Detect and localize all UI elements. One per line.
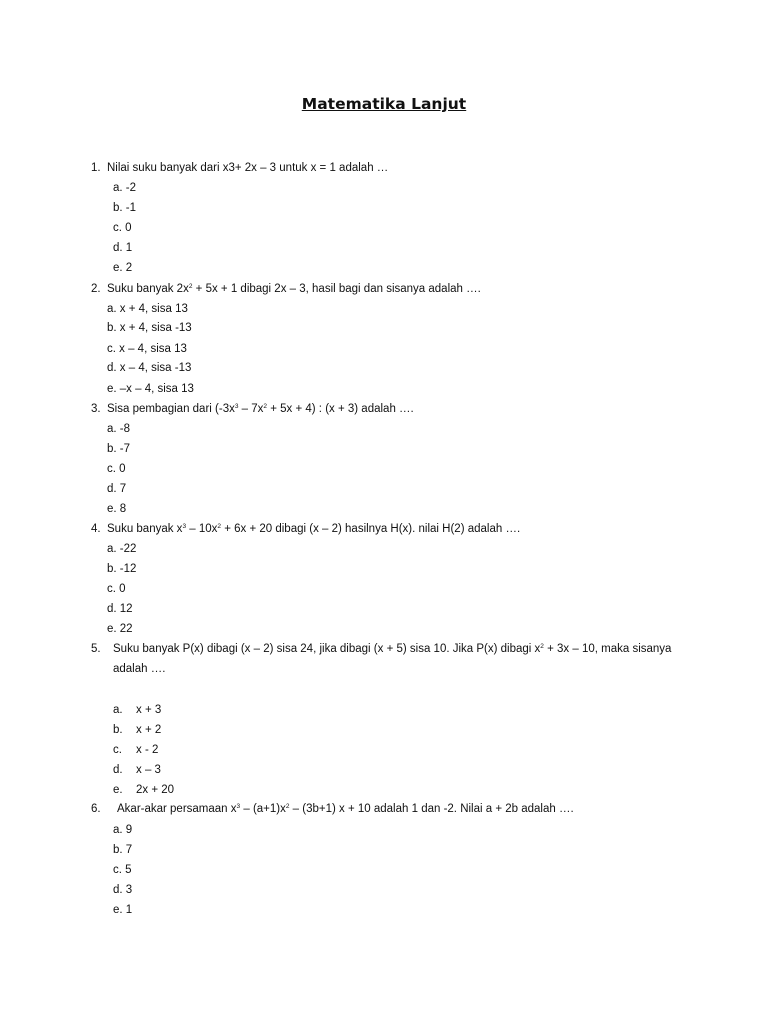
answer-option: c. 0 bbox=[113, 222, 132, 234]
question-text: Suku banyak P(x) dibagi (x – 2) sisa 24, jika dibagi (x + 5) sisa 10. Jika P(x) dibagi $x^2 + 3x - 10$, maka sisanya bbox=[113, 643, 672, 655]
question-text: Suku banyak $x^3 - 10x^2 + 6x + 20$ dibagi (x – 2) hasilnya H(x). nilai H(2) adalah …. bbox=[107, 523, 521, 535]
answer-option: d. x – 4, sisa -13 bbox=[107, 362, 192, 374]
answer-option-value: x – 3 bbox=[136, 764, 161, 776]
answer-option: e. 2 bbox=[113, 262, 133, 274]
question-text: Akar-akar persamaan $x^3 - (a+1)x^2 - (3b+1) x + 10$ adalah 1 dan -2. Nilai a + 2b adalah …. bbox=[117, 803, 574, 815]
answer-option: a. -8 bbox=[107, 423, 131, 435]
question-text-continued: adalah …. bbox=[113, 663, 166, 675]
answer-option-value: 2x + 20 bbox=[136, 784, 175, 796]
answer-option: c. 0 bbox=[107, 583, 126, 595]
answer-option-letter: a. bbox=[113, 704, 123, 716]
answer-option-letter: b. bbox=[113, 724, 123, 736]
answer-option: b. -1 bbox=[113, 202, 137, 214]
page-title: Matematika Lanjut bbox=[301, 95, 467, 113]
answer-option-value: x - 2 bbox=[136, 744, 159, 756]
answer-option: b. -12 bbox=[107, 563, 137, 575]
question-number: 6. bbox=[91, 803, 101, 815]
question-number: 2. bbox=[91, 283, 101, 295]
answer-option: c. x – 4, sisa 13 bbox=[107, 343, 187, 355]
answer-option: d. 1 bbox=[113, 242, 133, 254]
question-number: 4. bbox=[91, 523, 101, 535]
answer-option: d. 12 bbox=[107, 603, 133, 615]
answer-option: e. 1 bbox=[113, 904, 133, 916]
answer-option: d. 7 bbox=[107, 483, 127, 495]
answer-option: e. –x – 4, sisa 13 bbox=[107, 383, 194, 395]
answer-option: e. 8 bbox=[107, 503, 127, 515]
answer-option: a. -2 bbox=[113, 182, 137, 194]
answer-option-letter: d. bbox=[113, 764, 123, 776]
question-text: Nilai suku banyak dari x3+ 2x – 3 untuk x = 1 adalah … bbox=[107, 162, 389, 174]
answer-option: c. 0 bbox=[107, 463, 126, 475]
answer-option: d. 3 bbox=[113, 884, 133, 896]
answer-option: c. 5 bbox=[113, 864, 132, 876]
question-text: Sisa pembagian dari $(-3x^3 - 7x^2 + 5x + 4)$ : (x + 3) adalah …. bbox=[107, 403, 414, 415]
question-text: Suku banyak $2x^2 + 5x + 1$ dibagi 2x – 3, hasil bagi dan sisanya adalah …. bbox=[107, 283, 481, 295]
answer-option: a. x + 4, sisa 13 bbox=[107, 303, 188, 315]
answer-option: b. x + 4, sisa -13 bbox=[107, 322, 192, 334]
answer-option-letter: e. bbox=[113, 784, 123, 796]
question-number: 3. bbox=[91, 403, 101, 415]
answer-option: b. 7 bbox=[113, 844, 133, 856]
answer-option-letter: c. bbox=[113, 744, 122, 756]
answer-option: a. -22 bbox=[107, 543, 137, 555]
question-number: 5. bbox=[91, 643, 101, 655]
answer-option: e. 22 bbox=[107, 623, 133, 635]
answer-option-value: x + 2 bbox=[136, 724, 162, 736]
question-number: 1. bbox=[91, 162, 101, 174]
answer-option-value: x + 3 bbox=[136, 704, 162, 716]
answer-option: b. -7 bbox=[107, 443, 131, 455]
answer-option: a. 9 bbox=[113, 824, 133, 836]
